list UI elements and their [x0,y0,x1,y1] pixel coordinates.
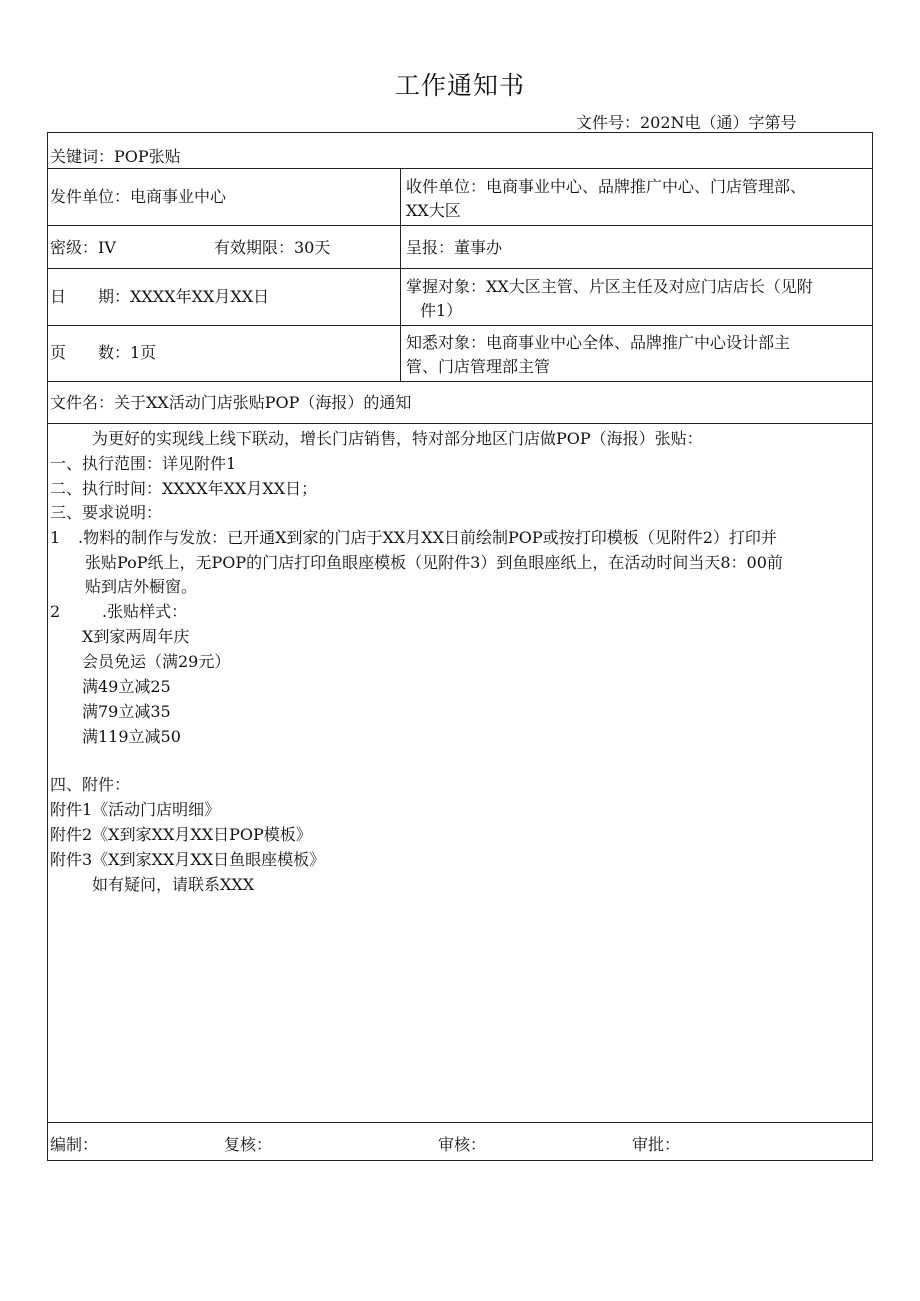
document-title: 工作通知书 [394,71,525,100]
scope-item: 一、执行范围：详见附件1 [50,454,237,473]
audited-by-label: 审核： [438,1135,487,1154]
poster-style-item: 满119立减50 [82,727,181,746]
security-level-field: 密级：IV [50,238,116,257]
poster-style-item: X到家两周年庆 [82,627,190,646]
compiled-by-label: 编制： [50,1135,99,1154]
master-object-field-line2: 件1） [420,301,463,320]
time-item: 二、执行时间：XXXX年XX月XX日； [50,479,318,498]
validity-field: 有效期限：30天 [214,238,331,257]
requirement-1-number: 1 [50,528,61,547]
attachment-item: 附件2《X到家XX月XX日POP模板》 [50,825,312,844]
aware-object-field-line2: 管、门店管理部主管 [406,357,551,376]
requirements-heading: 三、要求说明： [50,503,163,522]
filename-field: 文件名：关于XX活动门店张贴POP（海报）的通知 [50,393,412,412]
row-divider [48,1122,872,1123]
row-divider [48,325,872,326]
requirement-2-text: .张贴样式： [102,602,188,621]
poster-style-item: 满79立减35 [82,702,171,721]
pages-field: 页 数：1页 [50,343,157,362]
document-number: 文件号：202N电（通）字第号 [576,113,797,132]
row-divider [48,268,872,269]
approved-by-label: 审批： [632,1135,681,1154]
recipients-field-line1: 收件单位：电商事业中心、品牌推广中心、门店管理部、 [406,177,807,196]
keyword-field: 关键词：POP张贴 [50,147,181,166]
reviewed-by-label: 复核： [224,1135,273,1154]
report-to-field: 呈报：董事办 [406,238,503,257]
requirement-1-line3: 贴到店外橱窗。 [85,577,198,596]
date-field: 日 期：XXXX年XX月XX日 [50,287,270,306]
recipients-field-line2: XX大区 [406,201,461,220]
attachment-item: 附件3《X到家XX月XX日鱼眼座模板》 [50,850,326,869]
intro-paragraph: 为更好的实现线上线下联动，增长门店销售，特对部分地区门店做POP（海报）张贴： [92,429,703,448]
column-divider [400,168,401,381]
requirement-2-number: 2 [50,602,61,621]
poster-style-item: 会员免运（满29元） [82,652,231,671]
issuer-field: 发件单位：电商事业中心 [50,187,227,206]
requirement-1-line1: .物料的制作与发放：已开通X到家的门店于XX月XX日前绘制POP或按打印模板（见附件2）打印并 [78,528,777,547]
row-divider [48,423,872,424]
notice-form [47,132,873,1161]
row-divider [48,381,872,382]
requirement-1-line2: 张贴PoP纸上，无POP的门店打印鱼眼座模板（见附件3）到鱼眼座纸上，在活动时间当天8：00前 [85,553,783,572]
row-divider [48,225,872,226]
attachment-item: 附件1《活动门店明细》 [50,800,221,819]
master-object-field-line1: 掌握对象：XX大区主管、片区主任及对应门店店长（见附 [406,277,813,296]
poster-style-item: 满49立减25 [82,677,171,696]
aware-object-field-line1: 知悉对象：电商事业中心全体、品牌推广中心设计部主 [406,333,791,352]
attachments-heading: 四、附件： [50,775,131,794]
contact-line: 如有疑问，请联系XXX [92,875,255,894]
